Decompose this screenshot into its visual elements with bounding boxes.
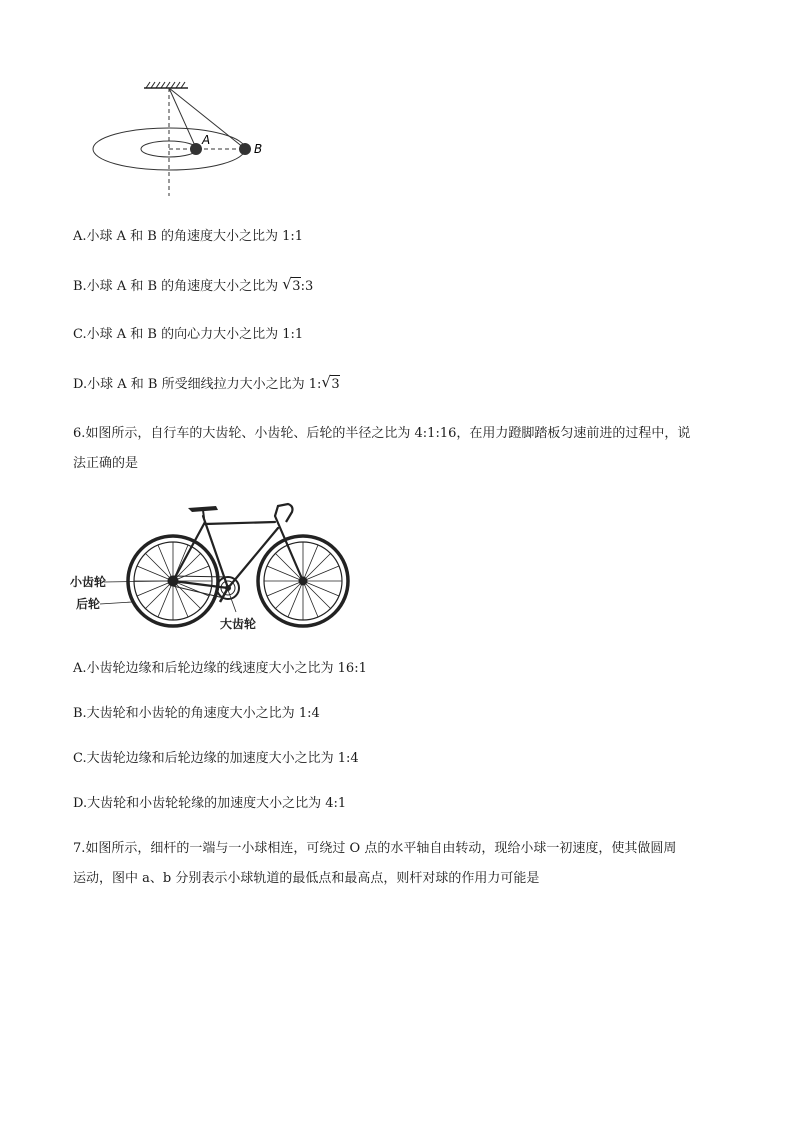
sqrt-radicand: 3 <box>292 279 301 294</box>
sqrt-symbol: √ 3 <box>282 275 301 294</box>
label-a: A <box>202 133 211 147</box>
bicycle-figure <box>70 498 355 636</box>
option-q5-a: A.小球 A 和 B 的角速度大小之比为 1:1 <box>73 229 304 244</box>
label-rear-wheel: 后轮 <box>76 597 101 611</box>
conical-pendulum-figure <box>88 78 278 200</box>
label-big-gear: 大齿轮 <box>220 617 257 631</box>
option-q5-d-prefix: D.小球 A 和 B 所受细线拉力大小之比为 1: <box>73 377 322 392</box>
option-q5-b-suffix: :3 <box>300 279 314 294</box>
label-b: B <box>254 142 263 156</box>
option-q6-a: A.小齿轮边缘和后轮边缘的线速度大小之比为 16:1 <box>73 661 367 676</box>
label-small-gear: 小齿轮 <box>70 575 107 589</box>
option-q5-c: C.小球 A 和 B 的向心力大小之比为 1:1 <box>73 327 304 342</box>
option-q5-b-prefix: B.小球 A 和 B 的角速度大小之比为 <box>73 279 283 294</box>
option-q5-b <box>73 275 314 296</box>
ball-b <box>239 143 251 155</box>
option-q6-c: C.大齿轮边缘和后轮边缘的加速度大小之比为 1:4 <box>73 751 359 766</box>
q7-stem-line1: 7.如图所示，细杆的一端与一小球相连，可绕过 O 点的水平轴自由转动，现给小球一初速度，使其做圆周 <box>73 841 677 856</box>
option-q6-d: D.大齿轮和小齿轮轮缘的加速度大小之比为 4:1 <box>73 796 347 811</box>
sqrt-radicand: 3 <box>331 377 340 392</box>
ball-a <box>190 143 202 155</box>
option-q6-b: B.大齿轮和小齿轮的角速度大小之比为 1:4 <box>73 706 320 721</box>
option-q5-d <box>73 373 340 394</box>
q6-stem-line1: 6.如图所示，自行车的大齿轮、小齿轮、后轮的半径之比为 4:1:16，在用力蹬脚踏板匀速前进的过程中，说 <box>73 426 691 441</box>
sqrt-symbol: √ 3 <box>321 373 340 392</box>
q6-stem-line2: 法正确的是 <box>73 456 139 471</box>
q7-stem-line2: 运动，图中 a、b 分别表示小球轨道的最低点和最高点，则杆对球的作用力可能是 <box>73 871 540 886</box>
